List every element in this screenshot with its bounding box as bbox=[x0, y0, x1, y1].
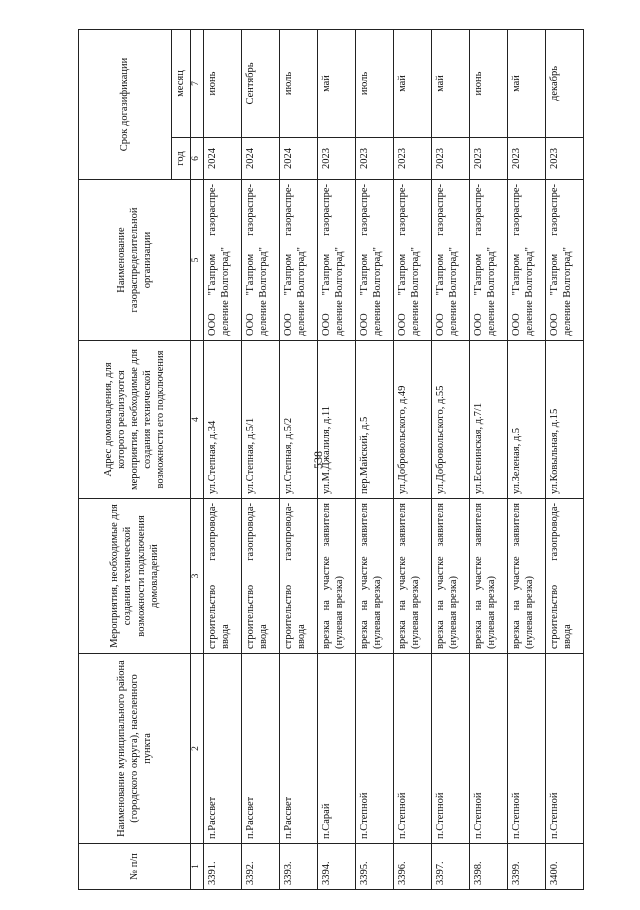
address-cell: ул.Степная, д.5/1 bbox=[241, 341, 279, 499]
column-number: 2 bbox=[191, 654, 204, 844]
settlement-cell: п.Рассвет bbox=[279, 654, 317, 844]
activity-cell: строительство газопровода-ввода bbox=[203, 499, 241, 654]
settlement-cell: п.Степной bbox=[545, 654, 583, 844]
row-number: 3395. bbox=[355, 844, 393, 890]
year-cell: 2023 bbox=[507, 138, 545, 180]
month-cell: май bbox=[507, 29, 545, 137]
table-row bbox=[203, 29, 241, 889]
organization-cell: ООО "Газпром газораспре-деление Волгоград" bbox=[317, 180, 355, 341]
table-row bbox=[317, 29, 355, 889]
settlement-cell: п.Степной bbox=[507, 654, 545, 844]
month-cell: декабрь bbox=[545, 29, 583, 137]
header-num: № п/п bbox=[79, 844, 191, 890]
organization-cell: ООО "Газпром газораспре-деление Волгоград" bbox=[279, 180, 317, 341]
organization-cell: ООО "Газпром газораспре-деление Волгоград" bbox=[393, 180, 431, 341]
year-cell: 2024 bbox=[203, 138, 241, 180]
year-cell: 2024 bbox=[241, 138, 279, 180]
address-cell: ул.Зеленая, д.5 bbox=[507, 341, 545, 499]
row-number: 3393. bbox=[279, 844, 317, 890]
month-cell: июнь bbox=[469, 29, 507, 137]
row-number: 3398. bbox=[469, 844, 507, 890]
address-cell: ул.М.Джалиля, д.11 bbox=[317, 341, 355, 499]
address-cell: ул.Добровольского, д.55 bbox=[431, 341, 469, 499]
header-year: год bbox=[172, 138, 191, 180]
column-number: 7 bbox=[191, 29, 204, 137]
header-deadline: Срок догазификации bbox=[79, 29, 172, 179]
activity-cell: врезка на участке заявителя (нулевая врезка) bbox=[393, 499, 431, 654]
table-row bbox=[241, 29, 279, 889]
year-cell: 2023 bbox=[431, 138, 469, 180]
address-cell: ул.Добровольского, д.49 bbox=[393, 341, 431, 499]
settlement-cell: п.Рассвет bbox=[241, 654, 279, 844]
header-month: месяц bbox=[172, 29, 191, 137]
activity-cell: строительство газопровода-ввода bbox=[545, 499, 583, 654]
address-cell: ул.Степная, д.34 bbox=[203, 341, 241, 499]
row-number: 3397. bbox=[431, 844, 469, 890]
month-cell: май bbox=[393, 29, 431, 137]
row-number: 3392. bbox=[241, 844, 279, 890]
activity-cell: врезка на участке заявителя (нулевая врезка) bbox=[431, 499, 469, 654]
table-row bbox=[279, 29, 317, 889]
month-cell: май bbox=[317, 29, 355, 137]
activity-cell: врезка на участке заявителя (нулевая врезка) bbox=[507, 499, 545, 654]
organization-cell: ООО "Газпром газораспре-деление Волгоград" bbox=[355, 180, 393, 341]
organization-cell: ООО "Газпром газораспре-деление Волгоград" bbox=[203, 180, 241, 341]
organization-cell: ООО "Газпром газораспре-деление Волгоград" bbox=[241, 180, 279, 341]
settlement-cell: п.Степной bbox=[355, 654, 393, 844]
organization-cell: ООО "Газпром газораспре-деление Волгоград" bbox=[469, 180, 507, 341]
settlement-cell: п.Степной bbox=[469, 654, 507, 844]
header-org: Наименование газораспределительной организации bbox=[79, 180, 191, 341]
month-cell: май bbox=[431, 29, 469, 137]
row-number: 3394. bbox=[317, 844, 355, 890]
activity-cell: строительство газопровода-ввода bbox=[279, 499, 317, 654]
table-row bbox=[469, 29, 507, 889]
table-row bbox=[355, 29, 393, 889]
table-row bbox=[545, 29, 583, 889]
year-cell: 2024 bbox=[279, 138, 317, 180]
month-cell: июнь bbox=[203, 29, 241, 137]
rotated-table-container bbox=[78, 30, 588, 890]
year-cell: 2023 bbox=[545, 138, 583, 180]
activity-cell: врезка на участке заявителя (нулевая врезка) bbox=[317, 499, 355, 654]
activity-cell: врезка на участке заявителя (нулевая врезка) bbox=[469, 499, 507, 654]
organization-cell: ООО "Газпром газораспре-деление Волгоград" bbox=[431, 180, 469, 341]
address-cell: пер.Майский, д.5 bbox=[355, 341, 393, 499]
row-number: 3399. bbox=[507, 844, 545, 890]
gasification-table bbox=[78, 29, 584, 890]
column-number: 6 bbox=[191, 138, 204, 180]
organization-cell: ООО "Газпром газораспре-деление Волгоград" bbox=[545, 180, 583, 341]
column-number: 3 bbox=[191, 499, 204, 654]
settlement-cell: п.Рассвет bbox=[203, 654, 241, 844]
settlement-cell: п.Степной bbox=[393, 654, 431, 844]
month-cell: июль bbox=[279, 29, 317, 137]
month-cell: июль bbox=[355, 29, 393, 137]
settlement-cell: п.Сарай bbox=[317, 654, 355, 844]
address-cell: ул.Степная, д.5/2 bbox=[279, 341, 317, 499]
address-cell: ул.Есенинская, д.7/1 bbox=[469, 341, 507, 499]
column-number: 4 bbox=[191, 341, 204, 499]
activity-cell: строительство газопровода-ввода bbox=[241, 499, 279, 654]
organization-cell: ООО "Газпром газораспре-деление Волгоград" bbox=[507, 180, 545, 341]
header-settlement: Наименование муниципального района (городского округа), населенного пункта bbox=[79, 654, 191, 844]
column-number: 5 bbox=[191, 180, 204, 341]
row-number: 3396. bbox=[393, 844, 431, 890]
row-number: 3400. bbox=[545, 844, 583, 890]
table-row bbox=[507, 29, 545, 889]
column-number: 1 bbox=[191, 844, 204, 890]
month-cell: Сентябрь bbox=[241, 29, 279, 137]
year-cell: 2023 bbox=[317, 138, 355, 180]
year-cell: 2023 bbox=[355, 138, 393, 180]
table-row bbox=[431, 29, 469, 889]
table-row bbox=[393, 29, 431, 889]
header-activity: Мероприятия, необходимые для создания технической возможности подключения домовладений bbox=[79, 499, 191, 654]
column-number-row bbox=[191, 29, 204, 889]
page-number: 538 bbox=[311, 451, 325, 469]
activity-cell: врезка на участке заявителя (нулевая врезка) bbox=[355, 499, 393, 654]
row-number: 3391. bbox=[203, 844, 241, 890]
year-cell: 2023 bbox=[393, 138, 431, 180]
settlement-cell: п.Степной bbox=[431, 654, 469, 844]
header-address: Адрес домовладения, для которого реализуются мероприятия, необходимые для создания технической возможности его подключения bbox=[79, 341, 191, 499]
address-cell: ул.Ковыльная, д.15 bbox=[545, 341, 583, 499]
year-cell: 2023 bbox=[469, 138, 507, 180]
